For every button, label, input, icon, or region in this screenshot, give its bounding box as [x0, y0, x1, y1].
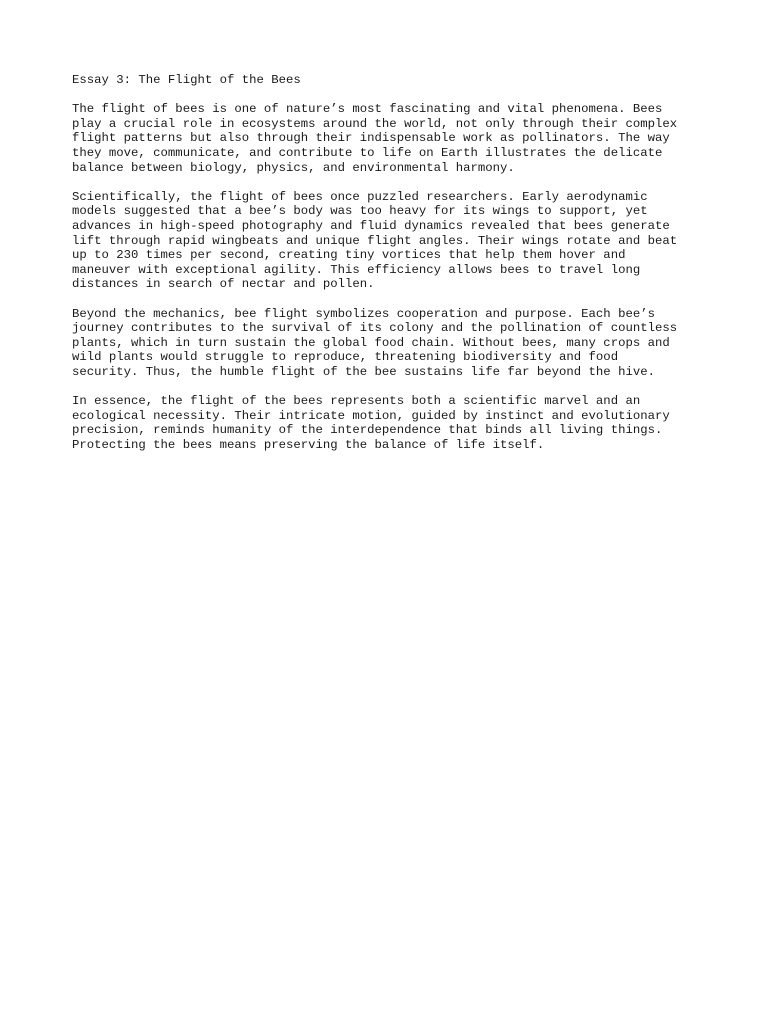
document-page — [72, 73, 702, 467]
text-line: The flight of bees is one of nature’s most fascinating and vital phenomena. Bees — [72, 102, 663, 117]
text-line: lift through rapid wingbeats and unique flight angles. Their wings rotate and beat — [72, 233, 678, 248]
text-line: wild plants would struggle to reproduce, threatening biodiversity and food — [72, 350, 619, 365]
paragraph-science — [72, 190, 702, 292]
text-line: maneuver with exceptional agility. This efficiency allows bees to travel long — [72, 262, 641, 277]
text-line: Beyond the mechanics, bee flight symbolizes cooperation and purpose. Each bee’s — [72, 306, 655, 321]
text-line: Scientifically, the flight of bees once puzzled researchers. Early aerodynamic — [72, 189, 648, 204]
text-line: distances in search of nectar and pollen. — [72, 277, 375, 292]
text-line: journey contributes to the survival of its colony and the pollination of countless — [72, 321, 678, 336]
text-line: In essence, the flight of the bees represents both a scientific marvel and an — [72, 394, 641, 409]
essay-title: Essay 3: The Flight of the Bees — [72, 73, 301, 87]
text-line: precision, reminds humanity of the interdependence that binds all living things. — [72, 423, 663, 438]
text-line: they move, communicate, and contribute to life on Earth illustrates the delicate — [72, 145, 663, 160]
paragraph-intro — [72, 102, 702, 175]
text-line: ecological necessity. Their intricate motion, guided by instinct and evolutionary — [72, 408, 670, 423]
text-line: balance between biology, physics, and environmental harmony. — [72, 160, 515, 175]
text-line: Protecting the bees means preserving the balance of life itself. — [72, 437, 545, 452]
paragraph-symbolism — [72, 307, 702, 380]
paragraph-conclusion — [72, 394, 702, 452]
text-line: up to 230 times per second, creating tiny vortices that help them hover and — [72, 248, 626, 263]
text-line: play a crucial role in ecosystems around the world, not only through their complex — [72, 116, 678, 131]
text-line: plants, which in turn sustain the global food chain. Without bees, many crops and — [72, 335, 670, 350]
text-line: security. Thus, the humble flight of the bee sustains life far beyond the hive. — [72, 364, 655, 379]
text-line: flight patterns but also through their indispensable work as pollinators. The way — [72, 131, 670, 146]
text-line: models suggested that a bee’s body was too heavy for its wings to support, yet — [72, 204, 648, 219]
text-line: advances in high-speed photography and fluid dynamics revealed that bees generate — [72, 218, 670, 233]
